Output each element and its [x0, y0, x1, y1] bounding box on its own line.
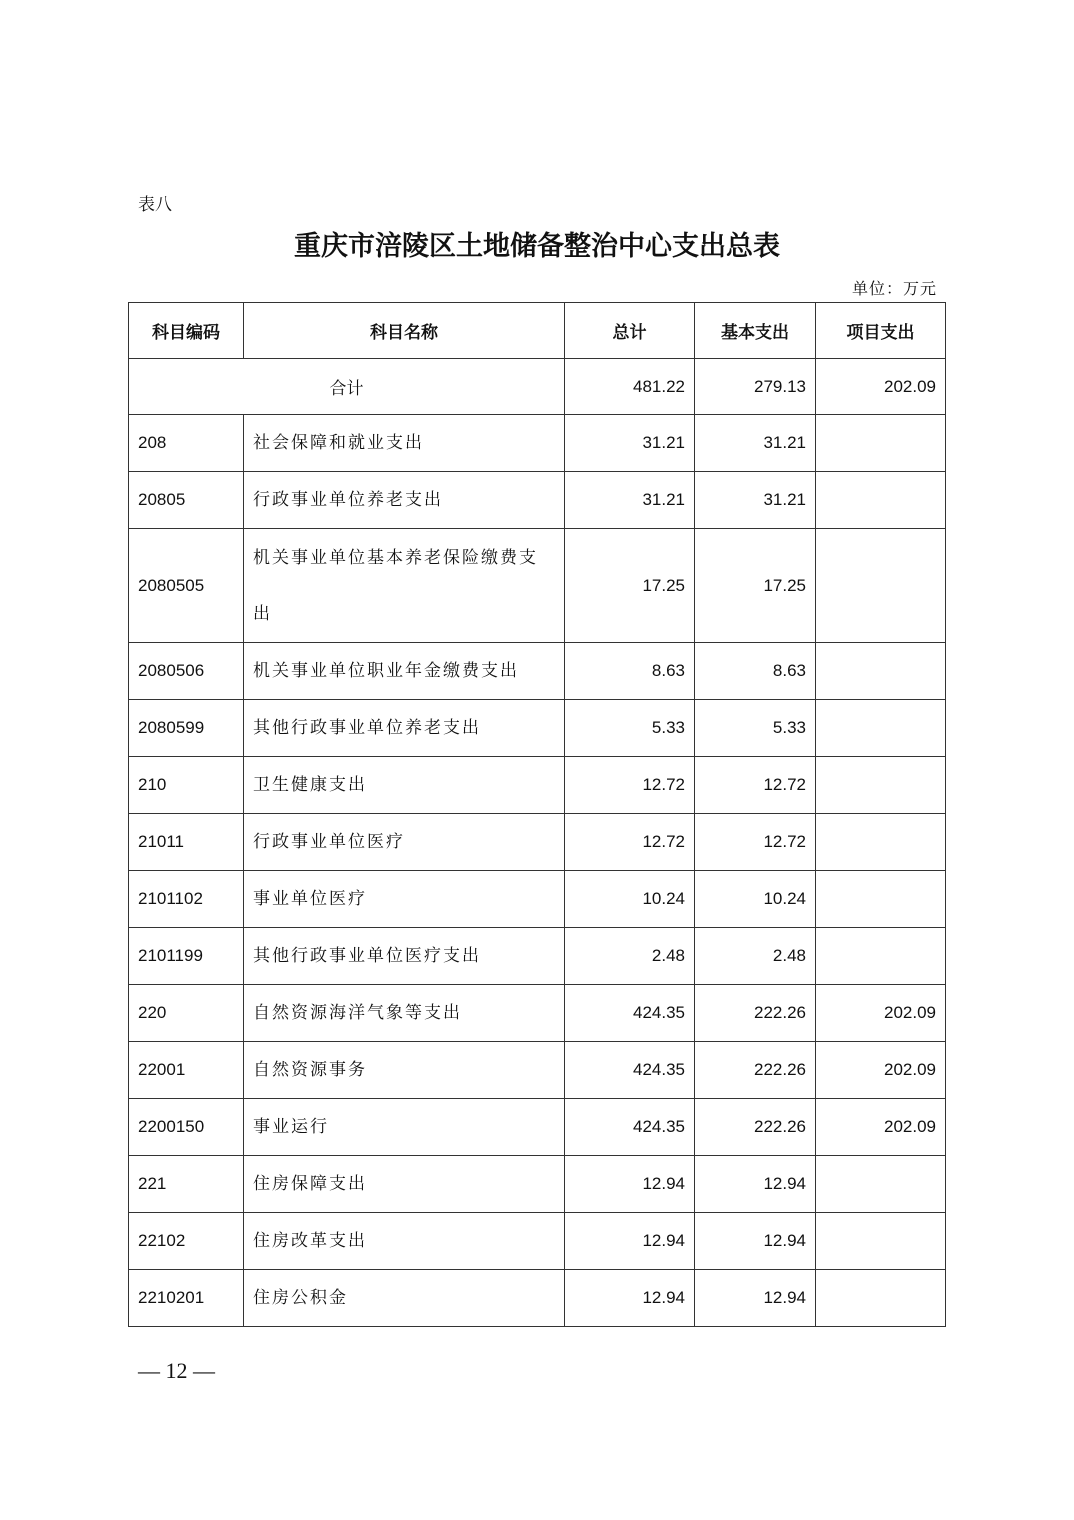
cell-code: 220	[129, 985, 244, 1042]
cell-total: 424.35	[565, 985, 695, 1042]
cell-code: 2210201	[129, 1270, 244, 1327]
cell-total: 12.72	[565, 814, 695, 871]
cell-name: 社会保障和就业支出	[244, 415, 565, 472]
cell-code: 21011	[129, 814, 244, 871]
cell-name: 卫生健康支出	[244, 757, 565, 814]
cell-project	[816, 757, 946, 814]
cell-code: 2080506	[129, 643, 244, 700]
table-row	[129, 1156, 946, 1213]
cell-code: 22102	[129, 1213, 244, 1270]
cell-project	[816, 928, 946, 985]
cell-basic: 31.21	[695, 472, 816, 529]
cell-name: 自然资源事务	[244, 1042, 565, 1099]
cell-project: 202.09	[816, 1099, 946, 1156]
cell-name: 住房保障支出	[244, 1156, 565, 1213]
table-row	[129, 643, 946, 700]
cell-code: 2101199	[129, 928, 244, 985]
cell-total: 12.94	[565, 1270, 695, 1327]
table-row	[129, 472, 946, 529]
summary-row	[129, 359, 946, 415]
summary-basic: 279.13	[695, 359, 816, 415]
cell-basic: 5.33	[695, 700, 816, 757]
table-row	[129, 415, 946, 472]
cell-name: 事业单位医疗	[244, 871, 565, 928]
table-row	[129, 700, 946, 757]
table-row	[129, 529, 946, 643]
table-row	[129, 985, 946, 1042]
table-row	[129, 928, 946, 985]
cell-basic: 2.48	[695, 928, 816, 985]
expenditure-table	[128, 302, 946, 1327]
cell-project	[816, 643, 946, 700]
summary-total: 481.22	[565, 359, 695, 415]
cell-total: 424.35	[565, 1099, 695, 1156]
cell-code: 20805	[129, 472, 244, 529]
table-row	[129, 871, 946, 928]
cell-basic: 12.94	[695, 1270, 816, 1327]
cell-name: 事业运行	[244, 1099, 565, 1156]
cell-basic: 12.94	[695, 1213, 816, 1270]
summary-label: 合计	[129, 359, 565, 415]
unit-note: 单位：万元	[851, 279, 937, 298]
cell-basic: 10.24	[695, 871, 816, 928]
cell-project	[816, 529, 946, 643]
table-row	[129, 1270, 946, 1327]
cell-name: 其他行政事业单位医疗支出	[244, 928, 565, 985]
cell-total: 8.63	[565, 643, 695, 700]
table-label: 表八	[138, 195, 172, 215]
cell-project	[816, 814, 946, 871]
cell-name: 机关事业单位基本养老保险缴费支出	[244, 529, 565, 643]
cell-code: 221	[129, 1156, 244, 1213]
cell-total: 31.21	[565, 415, 695, 472]
cell-total: 12.72	[565, 757, 695, 814]
cell-code: 208	[129, 415, 244, 472]
cell-total: 10.24	[565, 871, 695, 928]
cell-code: 2101102	[129, 871, 244, 928]
cell-project	[816, 1156, 946, 1213]
cell-code: 22001	[129, 1042, 244, 1099]
cell-name: 其他行政事业单位养老支出	[244, 700, 565, 757]
cell-project	[816, 700, 946, 757]
cell-basic: 222.26	[695, 1099, 816, 1156]
cell-code: 210	[129, 757, 244, 814]
cell-basic: 12.72	[695, 814, 816, 871]
cell-code: 2080505	[129, 529, 244, 643]
header-basic: 基本支出	[695, 303, 816, 359]
cell-name: 行政事业单位医疗	[244, 814, 565, 871]
cell-name: 住房公积金	[244, 1270, 565, 1327]
header-total: 总计	[565, 303, 695, 359]
table-row	[129, 1042, 946, 1099]
cell-total: 5.33	[565, 700, 695, 757]
cell-total: 12.94	[565, 1156, 695, 1213]
cell-code: 2080599	[129, 700, 244, 757]
summary-project: 202.09	[816, 359, 946, 415]
cell-project	[816, 472, 946, 529]
header-project: 项目支出	[816, 303, 946, 359]
cell-project	[816, 1270, 946, 1327]
cell-project	[816, 871, 946, 928]
cell-total: 12.94	[565, 1213, 695, 1270]
header-code: 科目编码	[129, 303, 244, 359]
cell-name: 自然资源海洋气象等支出	[244, 985, 565, 1042]
table-row	[129, 814, 946, 871]
header-name: 科目名称	[244, 303, 565, 359]
table-row	[129, 757, 946, 814]
cell-total: 424.35	[565, 1042, 695, 1099]
page-title: 重庆市涪陵区土地储备整治中心支出总表	[294, 231, 780, 262]
cell-name: 行政事业单位养老支出	[244, 472, 565, 529]
cell-basic: 222.26	[695, 985, 816, 1042]
cell-project: 202.09	[816, 985, 946, 1042]
cell-basic: 17.25	[695, 529, 816, 643]
cell-project	[816, 415, 946, 472]
cell-code: 2200150	[129, 1099, 244, 1156]
table-header-row	[129, 303, 946, 359]
cell-project	[816, 1213, 946, 1270]
cell-name: 机关事业单位职业年金缴费支出	[244, 643, 565, 700]
cell-total: 31.21	[565, 472, 695, 529]
cell-basic: 222.26	[695, 1042, 816, 1099]
cell-basic: 12.94	[695, 1156, 816, 1213]
cell-basic: 8.63	[695, 643, 816, 700]
cell-basic: 12.72	[695, 757, 816, 814]
cell-total: 17.25	[565, 529, 695, 643]
cell-name: 住房改革支出	[244, 1213, 565, 1270]
page-number: — 12 —	[138, 1358, 215, 1383]
table-row	[129, 1213, 946, 1270]
cell-basic: 31.21	[695, 415, 816, 472]
cell-total: 2.48	[565, 928, 695, 985]
table-row	[129, 1099, 946, 1156]
cell-project: 202.09	[816, 1042, 946, 1099]
